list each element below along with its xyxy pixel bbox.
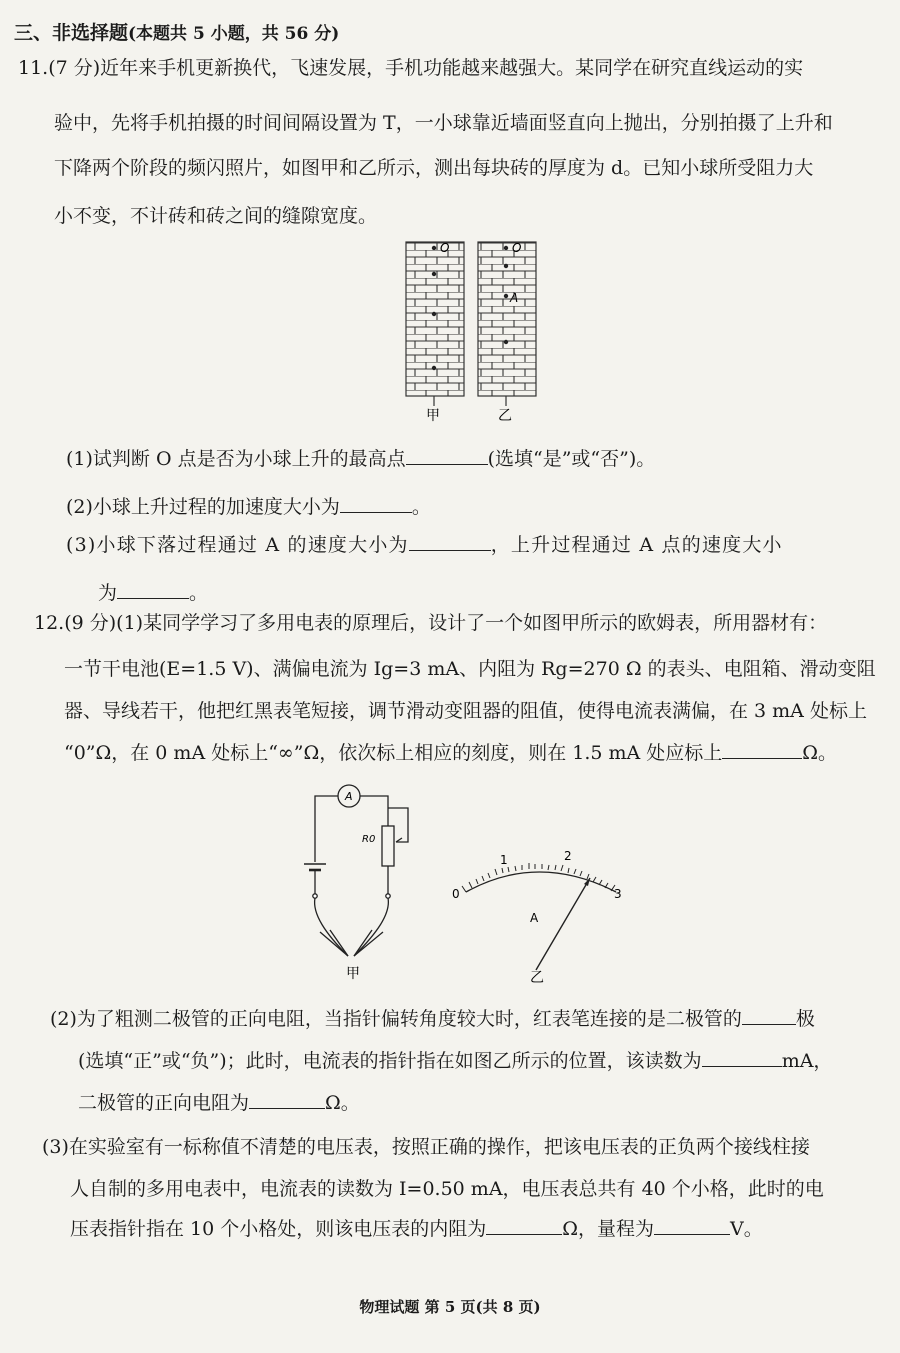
q11-sub1-text: (1)试判断 O 点是否为小球上升的最高点 xyxy=(66,448,406,470)
q12-p3-line-3-text: 压表指针指在 10 个小格处，则该电压表的内阻为 xyxy=(70,1218,487,1240)
q11-sub3 xyxy=(66,532,783,558)
ball-b-2 xyxy=(504,264,508,268)
section-title: 三、非选择题 xyxy=(14,22,129,44)
q12-p2-blank-3 xyxy=(249,1090,325,1109)
ball-a-2 xyxy=(432,272,436,276)
q11-sub3-end: 。 xyxy=(189,582,209,604)
q12-p2-line-1-text: (2)为了粗测二极管的正向电阻，当指针偏转角度较大时，红表笔连接的是二极管的 xyxy=(50,1008,742,1030)
ammeter-label: A xyxy=(345,790,353,803)
q12-p2-line-1-end: 极 xyxy=(795,1008,815,1030)
q12-line-4 xyxy=(64,740,837,766)
ball-a-1 xyxy=(432,246,436,250)
ball-b-3 xyxy=(504,294,508,298)
q12-p2-line-3-end: Ω。 xyxy=(325,1092,360,1114)
page-footer: 物理试题 第 5 页(共 8 页) xyxy=(359,1298,541,1316)
dial-tick-1: 1 xyxy=(500,853,508,867)
wall-a xyxy=(406,242,464,396)
label-o-b: O xyxy=(512,241,522,255)
ball-b-4 xyxy=(504,340,508,344)
dial-tick-0: 0 xyxy=(452,887,460,901)
q12-line-4-blank xyxy=(722,740,802,759)
q12-p2-blank-1 xyxy=(742,1006,796,1025)
section-note: (本题共 5 小题，共 56 分) xyxy=(128,24,340,44)
resistor-label: R0 xyxy=(362,834,376,845)
ball-a-4 xyxy=(432,366,436,370)
q12-p3-blank-2 xyxy=(654,1216,730,1235)
q12-line-4-unit: Ω。 xyxy=(802,742,838,764)
figure-label-yi: 乙 xyxy=(498,408,512,424)
q12-p2-line-1 xyxy=(50,1006,815,1032)
q12-p2-line-2-text: (选填“正”或“负”)；此时，电流表的指针指在如图乙所示的位置，该读数为 xyxy=(78,1050,702,1072)
q11-sub1-hint: (选填“是”或“否”)。 xyxy=(487,448,656,470)
q12-p3-line-2: 人自制的多用电表中，电流表的读数为 I=0.50 mA，电压表总共有 40 个小格，此时的电 xyxy=(70,1178,824,1200)
q12-p3-line-1: (3)在实验室有一标称值不清楚的电压表，按照正确的操作，把该电压表的正负两个接线柱接 xyxy=(42,1136,810,1158)
q11-line-1: 11.(7 分)近年来手机更新换代，飞速发展，手机功能越来越强大。某同学在研究直线运动的实 xyxy=(18,57,804,79)
q11-sub2 xyxy=(66,494,431,520)
q11-sub2-text: (2)小球上升过程的加速度大小为 xyxy=(66,496,340,518)
dial-figure-label: 乙 xyxy=(530,970,544,986)
q11-sub3-wei: 为 xyxy=(98,582,118,604)
q11-sub3-mid: ，上升过程通过 A 点的速度大小 xyxy=(490,534,783,556)
q12-line-3: 器、导线若干，他把红黑表笔短接，调节滑动变阻器的阻值，使得电流表满偏，在 3 mA 处标上 xyxy=(64,700,867,722)
ammeter-dial-figure xyxy=(448,846,638,986)
q12-p3-line-3-end: V。 xyxy=(730,1218,763,1240)
q12-p2-line-3 xyxy=(78,1090,360,1116)
section-header xyxy=(14,20,339,47)
q11-sub2-blank xyxy=(340,494,412,513)
dial-unit: A xyxy=(530,911,539,925)
q11-sub1 xyxy=(66,446,655,472)
ball-a-3 xyxy=(432,312,436,316)
brick-wall-figure xyxy=(400,236,560,426)
q12-p2-line-2 xyxy=(78,1048,832,1074)
q12-p2-line-3-text: 二极管的正向电阻为 xyxy=(78,1092,250,1114)
ball-b-1 xyxy=(504,246,508,250)
q11-line-2: 验中，先将手机拍摄的时间间隔设置为 T，一小球靠近墙面竖直向上抛出，分别拍摄了上升和 xyxy=(54,112,833,134)
q11-line-4: 小不变，不计砖和砖之间的缝隙宽度。 xyxy=(54,205,378,227)
q12-line-2: 一节干电池(E=1.5 V)、满偏电流为 Ig=3 mA、内阻为 Rg=270 Ω 的表头、电阻箱、滑动变阻 xyxy=(64,658,876,680)
q12-p3-line-3 xyxy=(70,1216,763,1242)
dial-tick-3: 3 xyxy=(614,887,622,901)
q11-sub1-blank xyxy=(406,446,488,465)
dial-pointer xyxy=(536,878,590,970)
q12-line-4-text: “0”Ω，在 0 mA 处标上“∞”Ω，依次标上相应的刻度，则在 1.5 mA 处应标上 xyxy=(64,742,723,764)
q12-p3-line-3-mid: Ω，量程为 xyxy=(562,1218,655,1240)
dial-tick-2: 2 xyxy=(564,849,572,863)
q11-sub3-line2 xyxy=(98,580,208,606)
q11-sub3-text: (3)小球下落过程通过 A 的速度大小为 xyxy=(66,534,409,556)
ohmmeter-circuit-figure xyxy=(290,784,430,984)
q12-p3-blank-1 xyxy=(486,1216,562,1235)
circuit-figure-label: 甲 xyxy=(346,966,360,982)
q12-line-1: 12.(9 分)(1)某同学学习了多用电表的原理后，设计了一个如图甲所示的欧姆表，所用器材有： xyxy=(34,612,828,634)
q11-sub3-blank-2 xyxy=(117,580,189,599)
q11-sub3-blank-1 xyxy=(409,532,491,551)
rheostat-r0 xyxy=(382,826,394,866)
q11-line-3: 下降两个阶段的频闪照片，如图甲和乙所示，测出每块砖的厚度为 d。已知小球所受阻力大 xyxy=(54,157,814,179)
q12-p2-line-2-end: mA， xyxy=(781,1050,833,1072)
q12-p2-blank-2 xyxy=(702,1048,782,1067)
q11-sub2-end: 。 xyxy=(411,496,431,518)
label-o-a: O xyxy=(440,241,450,255)
label-a: A xyxy=(510,291,519,305)
figure-label-jia: 甲 xyxy=(426,408,440,424)
